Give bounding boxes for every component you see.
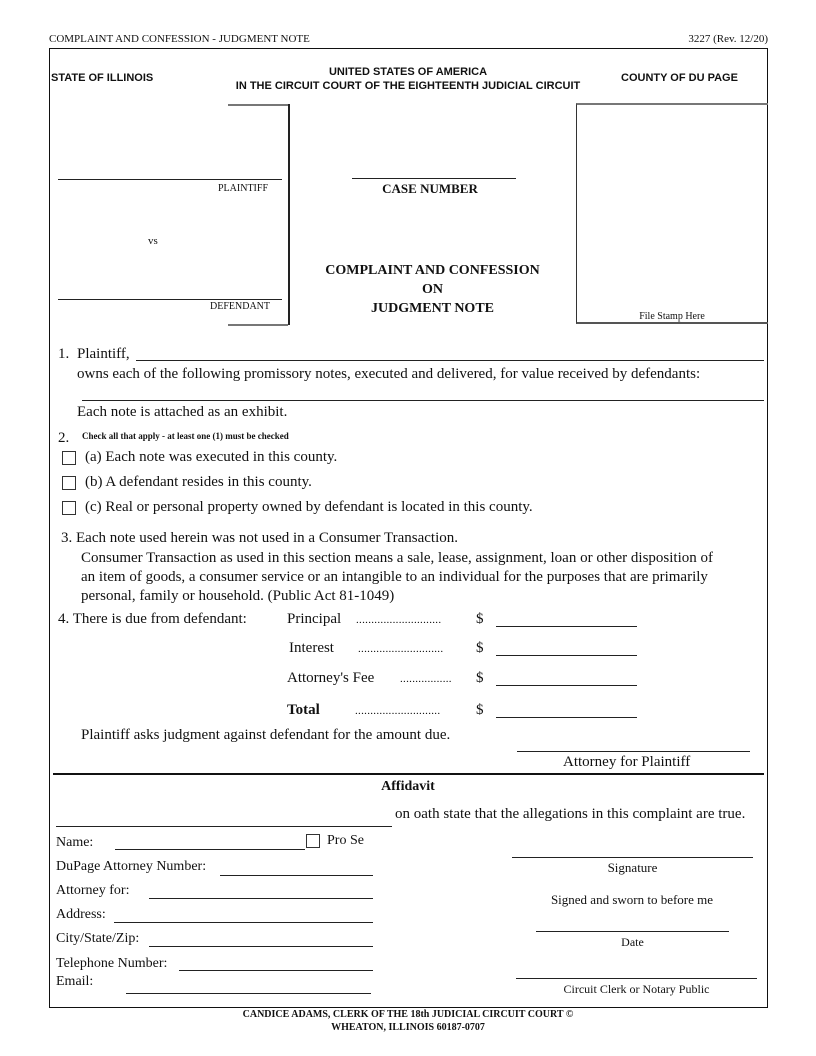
date-label: Date (621, 935, 644, 949)
attorney-for-label: Attorney for: (56, 883, 130, 898)
sworn-text: Signed and sworn to before me (550, 892, 714, 907)
address-label: Address: (56, 907, 106, 922)
email-input[interactable] (126, 975, 371, 994)
attorney-fee-label: Attorney's Fee (287, 670, 375, 686)
signature-label: Signature (607, 860, 658, 875)
clerk-label: Circuit Clerk or Notary Public (563, 982, 710, 996)
date-line[interactable] (536, 931, 729, 932)
principal-dots: ............................ (356, 614, 442, 626)
option-c-checkbox[interactable] (62, 501, 76, 515)
section2-instruction: Check all that apply - at least one (1) must be checked (82, 431, 289, 441)
pro-se-label: Pro Se (327, 833, 364, 848)
email-label: Email: (56, 974, 94, 989)
document-title-line3: JUDGMENT NOTE (370, 301, 495, 316)
form-revision: 3227 (Rev. 12/20) (688, 33, 768, 45)
case-number-label: CASE NUMBER (382, 181, 478, 196)
section1-plaintiff-input[interactable] (136, 342, 764, 361)
option-a-label: (a) Each note was executed in this county. (85, 449, 338, 465)
total-label: Total (287, 702, 320, 718)
attorney-for-input[interactable] (149, 880, 373, 899)
section1-text: owns each of the following promissory notes, executed and delivered, for value received by defendants: (77, 366, 701, 382)
interest-currency: $ (476, 640, 484, 656)
section-divider (53, 773, 764, 775)
oath-text: on oath state that the allegations in this complaint are true. (395, 806, 746, 822)
section4-label: 4. There is due from defendant: (58, 611, 247, 627)
case-number-input[interactable] (352, 160, 516, 179)
interest-dots: ............................ (358, 643, 444, 655)
option-c-label: (c) Real or personal property owned by defendant is located in this county. (85, 499, 533, 515)
attorney-number-label: DuPage Attorney Number: (56, 859, 207, 874)
country-label: UNITED STATES OF AMERICA (328, 66, 488, 78)
total-currency: $ (476, 702, 484, 718)
principal-amount-input[interactable] (496, 608, 637, 627)
court-label: IN THE CIRCUIT COURT OF THE EIGHTEENTH JUDICIAL CIRCUIT (235, 80, 581, 92)
section1-plaintiff-label: Plaintiff, (77, 346, 130, 362)
file-stamp-label: File Stamp Here (639, 311, 705, 322)
section1-notes-input[interactable] (82, 382, 764, 401)
principal-label: Principal (287, 611, 342, 627)
document-title-line1: COMPLAINT AND CONFESSION (325, 263, 540, 278)
attorney-signature-line[interactable] (517, 751, 750, 752)
defendant-name-input[interactable] (58, 281, 282, 300)
footer-address-line: WHEATON, ILLINOIS 60187-0707 (331, 1022, 485, 1033)
telephone-label: Telephone Number: (56, 956, 168, 971)
pro-se-checkbox[interactable] (306, 834, 320, 848)
principal-currency: $ (476, 611, 484, 627)
interest-label: Interest (289, 640, 334, 656)
option-a-checkbox[interactable] (62, 451, 76, 465)
name-label: Name: (56, 835, 94, 850)
attorney-fee-currency: $ (476, 670, 484, 686)
form-title-header: COMPLAINT AND CONFESSION - JUDGMENT NOTE (49, 33, 310, 45)
footer-clerk-line: CANDICE ADAMS, CLERK OF THE 18th JUDICIAL CIRCUIT COURT © (242, 1009, 574, 1020)
attorney-fee-dots: ................. (400, 673, 452, 685)
section2-number: 2. (58, 430, 70, 446)
attorney-fee-amount-input[interactable] (496, 667, 637, 686)
name-input[interactable] (115, 831, 305, 850)
file-stamp-box (576, 103, 768, 324)
vs-label: vs (148, 235, 158, 247)
interest-amount-input[interactable] (496, 637, 637, 656)
caption-box-top (228, 104, 288, 106)
city-state-zip-label: City/State/Zip: (56, 931, 140, 946)
section1-number: 1. (58, 346, 70, 362)
section3-line3: an item of goods, a consumer service or an intangible to an individual for the purposes that are primarily (81, 569, 708, 585)
plaintiff-label: PLAINTIFF (218, 183, 269, 194)
section3-line4: personal, family or household. (Public Act 81-1049) (81, 588, 395, 604)
city-state-zip-input[interactable] (149, 928, 373, 947)
affidavit-title: Affidavit (381, 779, 435, 794)
caption-box-bottom (228, 324, 288, 326)
defendant-label: DEFENDANT (210, 301, 270, 312)
state-label: STATE OF ILLINOIS (51, 72, 154, 84)
document-title-line2: ON (422, 282, 443, 297)
clerk-signature-line[interactable] (516, 978, 757, 979)
option-b-checkbox[interactable] (62, 476, 76, 490)
signature-line[interactable] (512, 857, 753, 858)
attorney-for-plaintiff-label: Attorney for Plaintiff (563, 754, 691, 770)
judgment-text: Plaintiff asks judgment against defendant for the amount due. (81, 727, 451, 743)
attorney-number-input[interactable] (220, 857, 373, 876)
option-b-label: (b) A defendant resides in this county. (85, 474, 312, 490)
telephone-input[interactable] (179, 952, 373, 971)
section3-line2: Consumer Transaction as used in this section means a sale, lease, assignment, loan or other disposition of (81, 550, 713, 566)
section3-line1: 3. Each note used herein was not used in a Consumer Transaction. (61, 530, 459, 546)
address-input[interactable] (114, 904, 373, 923)
affiant-name-input[interactable] (56, 808, 392, 827)
plaintiff-name-input[interactable] (58, 161, 282, 180)
section1-exhibit-text: Each note is attached as an exhibit. (77, 404, 288, 420)
county-label: COUNTY OF DU PAGE (621, 72, 738, 84)
total-dots: ............................ (355, 705, 441, 717)
total-amount-input[interactable] (496, 699, 637, 718)
